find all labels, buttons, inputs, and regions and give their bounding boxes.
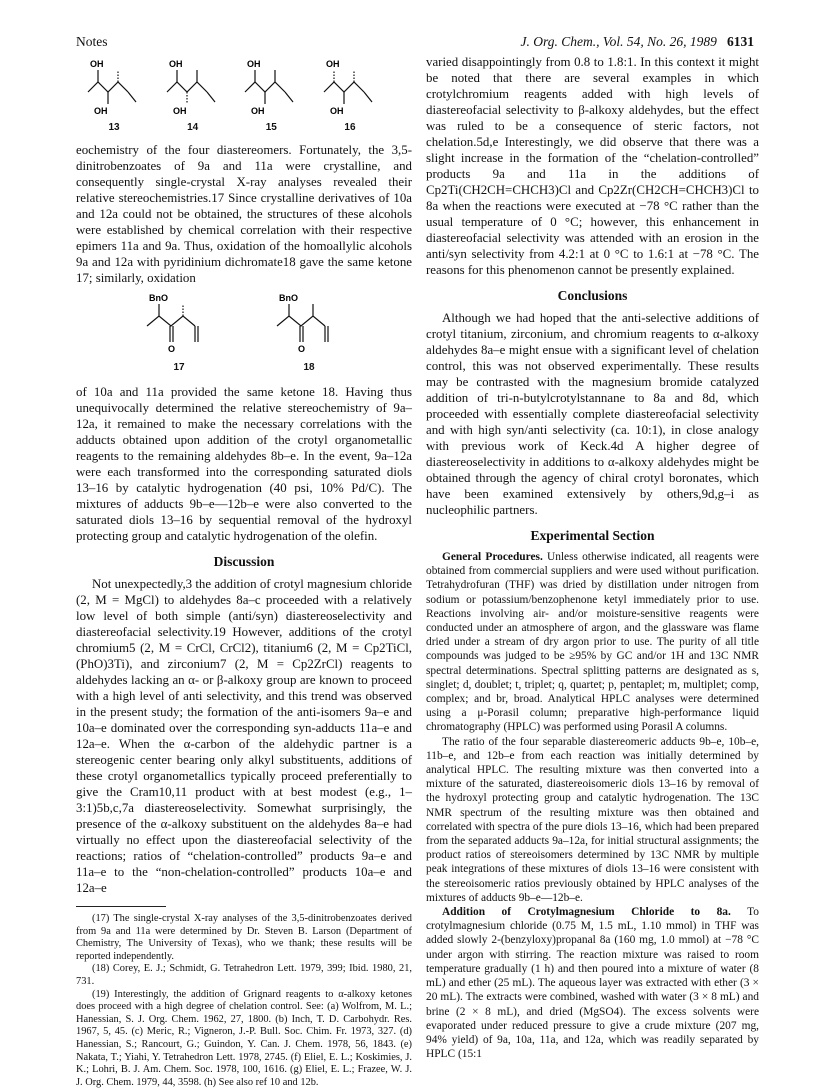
structure-14-drawing <box>163 58 223 120</box>
oh-label-bottom: OH <box>94 106 108 116</box>
section-heading-experimental: Experimental Section <box>530 528 655 543</box>
structure-label: 17 <box>173 362 185 373</box>
bno-label: BnO <box>279 293 298 303</box>
oh-label-top: OH <box>247 59 261 69</box>
oh-label-bottom: OH <box>329 106 344 116</box>
page-number: 6131 <box>727 34 754 49</box>
o-label: O <box>298 344 306 354</box>
general-procedures-text: Unless otherwise indicated, all reagents were obtained from commercial suppliers and were used without purification. Tetrahydrofuran (THF) was dried by distillation under nitrogen from sodium or potassium/benzophenone ketyl immediately prior to use. Reactions involving air- and/or moisture-sensitive reagents were conducted under an atmosphere of argon, and the glassware was flame dried under a stream of dry argon prior to use. The purity of all title compounds was judged to be ≥95% by GC and/or 1H and 13C NMR spectral determinations. Spectral splitting patterns are designated as s, singlet; d, doublet; t, triplet; q, quartet; p, pentaplet; m, multiplet; comp, complex; and br, broad. Analytical HPLC analyses were determined using a μ-Porasil column; preparative high-performance liquid chromatography (HPLC) was performed using Porasil A columns. <box>426 551 759 734</box>
structure-17-drawing <box>139 292 219 356</box>
structure-label: 16 <box>344 122 356 133</box>
page-header-right <box>521 34 755 50</box>
ketone-structures-row <box>76 292 412 376</box>
diol-structures-row <box>82 58 382 136</box>
paragraph-general-procedures <box>426 550 759 735</box>
structure-18-drawing <box>269 292 349 356</box>
structure-14 <box>161 58 225 136</box>
run-in-heading-general: General Procedures. <box>442 551 543 563</box>
structure-15-drawing <box>241 58 301 120</box>
page-header-left: Notes <box>76 34 108 49</box>
paragraph-stereochemistry: eochemistry of the four diastereomers. Fortunately, the 3,5-dinitrobenzoates of 9a and 11a were crystalline, and consequently single-crystal X-ray analyses revealed their relative stereochemistries.17 Since crystalline derivatives of 10a and 12a could not be obtained, the structures of these alcohols were established by chemical correlation with their respective epimers 11a and 9a. Thus, oxidation of the homoallylic alcohols 9a and 12a with pyridinium dichromate18 gave the same ketone 17; similarly, oxidation <box>76 143 412 285</box>
oh-label-top: OH <box>325 59 340 69</box>
paragraph-crotylmagnesium-addition <box>426 905 759 1061</box>
section-heading-conclusions: Conclusions <box>557 288 628 303</box>
left-column <box>76 54 412 1089</box>
oh-label-bottom: OH <box>251 106 265 116</box>
oh-label-top: OH <box>90 59 104 69</box>
structure-16-drawing <box>320 58 380 120</box>
footnote-19: (19) Interestingly, the addition of Grignard reagents to α-alkoxy ketones does proceed with a high degree of chelation control. See: (a) Wolfrom, M. L.; Hanessian, S. J. Org. Chem. 1962, 27, 1800. (b) Inch, T. D. Carbohydr. Res. 1967, 5, 45. (c) Meric, R.; Vigneron, J.-P. Bull. Soc. Chim. Fr. 1973, 327. (d) Hanessian, S.; Rancourt, G.; Guindon, Y. Can. J. Chem. 1978, 56, 1843. (e) Nakata, T.; Yiahi, Y. Tetrahedron Lett. 1978, 2745. (f) Eliel, E. L.; Koskimies, J. K.; Lohri, B. J. Am. Chem. Soc. 1978, 100, 1616. (g) Eliel, E. L.; Frazee, W. J. J. Org. Chem. 1979, 44, 3598. (h) See also ref 10 and 12b. <box>76 988 412 1088</box>
oh-label-bottom: OH <box>172 106 187 116</box>
bno-label: BnO <box>149 293 168 303</box>
structure-18 <box>264 292 354 376</box>
oh-label-top: OH <box>168 59 183 69</box>
structure-label: 18 <box>303 362 315 373</box>
structure-17 <box>134 292 224 376</box>
structure-label: 15 <box>265 122 277 133</box>
footnote-17: (17) The single-crystal X-ray analyses of the 3,5-dinitrobenzoates derived from 9a and 11a were determined by Dr. Steven B. Larson (Department of Chemistry, The University of Texas), who we thank; these results will be reported independently. <box>76 913 412 962</box>
paragraph-correlation: of 10a and 11a provided the same ketone 18. Having thus unequivocally determined the relative stereochemistry of 9a–12a, it remained to make the necessary correlations with the adducts obtained upon addition of the crotyl organometallic reagents to the remaining aldehydes 8b–e. In the event, 9a–12a were each transformed into the corresponding saturated diols 13–16 by catalytic hydrogenation (40 psi, 10% Pd/C). The mixtures of adducts 9b–e—12b–e were also converted to the saturated diols 13–16 by sequential removal of the hydroxyl protecting group and catalytic hydrogenation of the olefin. <box>76 385 412 543</box>
structure-16 <box>318 58 382 136</box>
structure-label: 14 <box>187 122 199 133</box>
section-heading-discussion: Discussion <box>213 554 275 569</box>
structure-label: 13 <box>108 122 120 133</box>
addition-text: To crotylmagnesium chloride (0.75 M, 1.5 mL, 1.10 mmol) in THF was added slowly 2-(benzyloxy)propanal 8a (160 mg, 1.0 mmol) at −78 °C under argon with stirring. The reaction mixture was raised to room temperature gradually (1 h) and then poured into a mixture of water (8 mL) and ether (25 mL). The aqueous layer was extracted with ether (3 × 20 mL). The extracts were combined, washed with water (3 × 8 mL) and brine (2 × 8 mL), and dried (MgSO4). The excess solvents were evaporated under reduced pressure to give a crude mixture (207 mg, 94% yield) of 9a, 10a, 11a, and 12a, which was readily separated by HPLC (15:1 <box>426 906 759 1061</box>
journal-citation: J. Org. Chem., Vol. 54, No. 26, 1989 <box>520 34 717 49</box>
structure-13 <box>82 58 146 136</box>
footnote-divider <box>76 906 166 907</box>
paragraph-conclusions: Although we had hoped that the anti-selective additions of crotyl titanium, zirconium, and chromium reagents to α-alkoxy aldehydes 8a–e might ensue with a significant level of chelation control, this was not observed experimentally. These results may be contrasted with the magnesium bromide catalyzed addition of tri-n-butylcrotylstannane to 8a and 8d, which proceeded with essentially complete diastereofacial selectivity and with high syn/anti selectivity (ca. 10:1), in close analogy with previous work of Keck.4d A higher degree of diastereoselectivity in additions to α-alkoxy aldehydes might be obtained through the agency of chiral crotyl boronates, which have been examined extensively by others,9d,g–i as nucleophilic partners. <box>426 311 759 517</box>
structure-13-drawing <box>84 58 144 120</box>
paragraph-selectivity-continued: varied disappointingly from 0.8 to 1.8:1. In this context it might be noted that there are several examples in which crotylchromium reagents added with high levels of diastereofacial selectivity to β-alkoxy aldehydes, but the effect was ruled to be a consequence of steric factors, not chelation.5d,e Interestingly, we did observe that there was a slight increase in the formation of the “chelation-controlled” products 9a and 11a in the additions of Cp2Ti(CH2CH=CHCH3)Cl and Cp2Zr(CH2CH=CHCH3)Cl to 8a when the reactions were executed at −78 °C rather than the usual temperature of 0 °C; however, this enhancement in diastereofacial selectivity was attended with an erosion in the anti/syn selectivity from 4.2:1 at 0 °C to 1.6:1 at −78 °C. The reasons for this phenomenon cannot be presently explained. <box>426 55 759 277</box>
structure-15 <box>239 58 303 136</box>
footnote-18: (18) Corey, E. J.; Schmidt, G. Tetrahedron Lett. 1979, 399; Ibid. 1980, 21, 731. <box>76 963 412 987</box>
right-column <box>426 54 759 1061</box>
o-label: O <box>168 344 176 354</box>
paragraph-discussion: Not unexpectedly,3 the addition of crotyl magnesium chloride (2, M = MgCl) to aldehydes 8a–c proceeded with a relatively low level of both simple (anti/syn) diastereoselectivity and diastereofacial selectivity.19 However, additions of the crotyl chromium5 (2, M = CrCl, CrCl2), titanium6 (2, M = Cp2TiCl, (PhO)3Ti), and zirconium7 (2, M = Cp2ZrCl) reagents to aldehydes lacking an α- or β-alkoxy group are known to proceed with a high level of anti selectivity, and this trend was observed in the present study; the formation of the anti-isomers 9a–e and 10a–e dominated over the corresponding syn-adducts 11a–e and 12a–e. When the α-carbon of the aldehydic partner is a stereogenic center bearing only alkyl substituents, additions of these crotyl organometallics typically proceed preferentially to give the Cram10,11 product with at best modest (e.g., 1–3:1)5b,c,7a diastereoselectivity. Somewhat surprisingly, the presence of the α-alkoxy substituent on the aldehydes 8a–e had virtually no effect upon the diastereofacial selectivity of the reactions; ratios of “chelation-controlled” products 9a–e and 11a–e to the “non-chelation-controlled” products 10a–e and 12a–e <box>76 577 412 895</box>
paragraph-ratio-determination: The ratio of the four separable diastereomeric adducts 9b–e, 10b–e, 11b–e, and 12b–e from each reaction was initially determined by analytical HPLC. The resulting mixture was then converted into a mixture of the saturated, diastereoisomeric diols 13–16 by removal of the hydroxyl protecting group and catalytic hydrogenation. The 13C NMR spectrum of the resulting mixture was then obtained and correlated with spectra of the pure diols 13–16, which had been prepared from the separated adducts 9a–12a, for initial structural assignments; the product ratios of stereoisomers determined by 13C NMR by multiple peak integrations of these mixtures of diols 13–16 were consistent with the stereoisomeric ratios previously obtained by HPLC analyses of the mixtures of adducts 9b–e—12b–e. <box>426 735 759 904</box>
run-in-heading-addition: Addition of Crotylmagnesium Chloride to 8a. <box>442 906 731 919</box>
